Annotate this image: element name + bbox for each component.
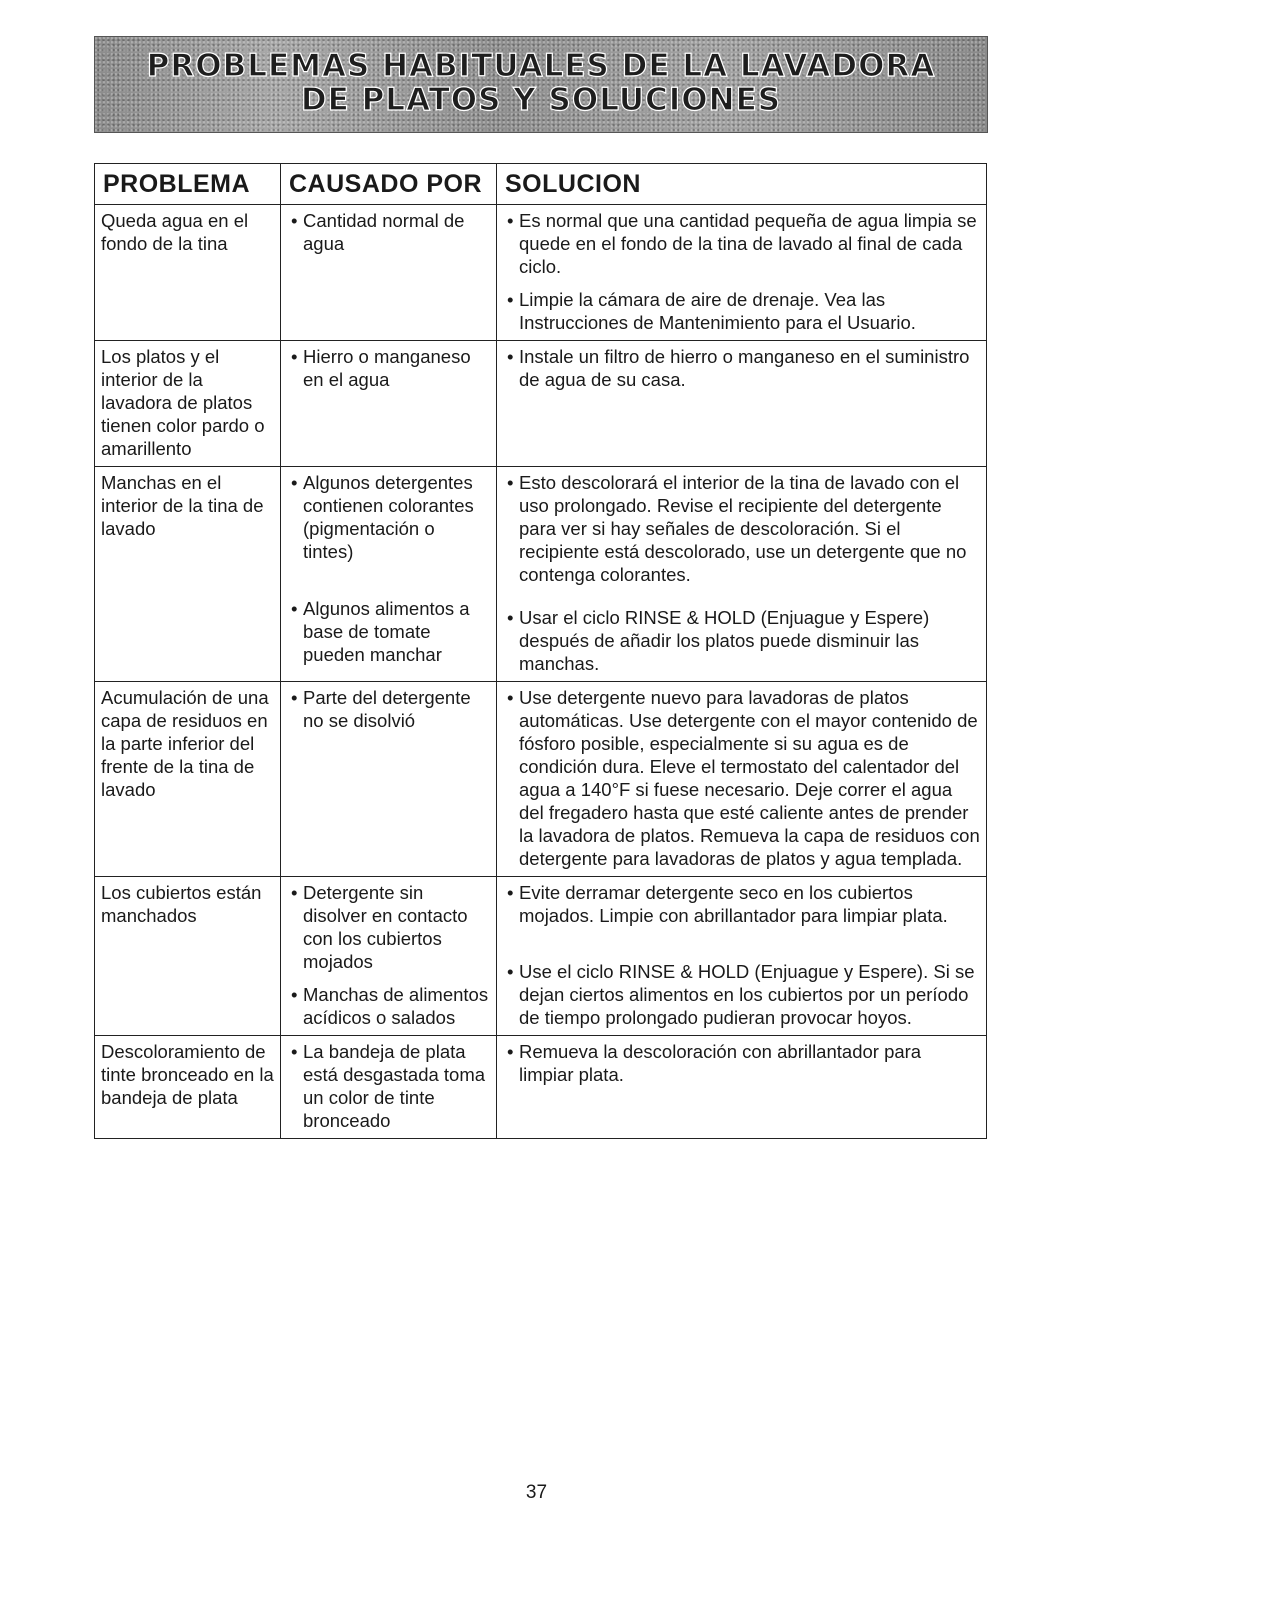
table-row [95,1036,987,1139]
bullet-icon: • [291,984,298,1005]
solution-text: Instale un filtro de hierro o manganeso en el suministro de agua de su casa. [519,346,970,390]
troubleshooting-table [94,163,987,1139]
table-row [95,467,987,682]
problem-cell: Los platos y el interior de la lavadora de platos tienen color pardo o amarillento [95,341,281,467]
table-row [95,341,987,467]
solution-item [503,209,980,278]
bullet-icon: • [291,1041,298,1062]
cause-text: Manchas de alimentos acídicos o salados [303,984,489,1028]
solution-text: Use el ciclo RINSE & HOLD (Enjuague y Espere). Si se dejan ciertos alimentos en los cubiertos por un período de tiempo prolongado pudieran provocar hoyos. [519,961,975,1028]
bullet-icon: • [507,687,514,708]
cause-item [287,597,490,666]
cause-text: Cantidad normal de agua [303,210,465,254]
cause-text: Detergente sin disolver en contacto con los cubiertos mojados [303,882,468,972]
cause-text: La bandeja de plata está desgastada toma un color de tinte bronceado [303,1041,486,1131]
solution-text: Esto descolorará el interior de la tina de lavado con el uso prolongado. Revise el recipiente del detergente para ver si hay señales de descoloración. Si el recipiente está descolorado, use un detergente que no contenga colorantes. [519,472,967,585]
table-row [95,877,987,1036]
table-header-row [95,164,987,205]
solution-cell [497,682,987,877]
cause-cell [281,467,497,682]
bullet-icon: • [291,598,298,619]
problem-cell: Manchas en el interior de la tina de lavado [95,467,281,682]
cause-item [287,983,490,1029]
header-cause: CAUSADO POR [281,164,497,205]
section-title-line-1: PROBLEMAS HABITUALES DE LA LAVADORA [146,48,936,84]
solution-cell [497,1036,987,1139]
solution-text: Use detergente nuevo para lavadoras de platos automáticas. Use detergente con el mayor contenido de fósforo posible, especialmente si su agua es de condición dura. Eleve el termostato del calentador del agua a 140°F si fuese necesario. Deje correr el agua del fregadero hasta que esté caliente antes de prender la lavadora de platos. Remueva la capa de residuos con detergente para lavadoras de platos y agua templada. [519,687,980,869]
solution-item [503,960,980,1029]
solution-text: Evite derramar detergente seco en los cubiertos mojados. Limpie con abrillantador para limpiar plata. [519,882,948,926]
solution-item [503,471,980,586]
solution-cell [497,467,987,682]
cause-item [287,686,490,732]
bullet-icon: • [507,961,514,982]
bullet-icon: • [507,882,514,903]
table-row [95,205,987,341]
bullet-icon: • [507,472,514,493]
solution-item [503,881,980,927]
section-banner [94,36,988,133]
solution-text: Usar el ciclo RINSE & HOLD (Enjuague y Espere) después de añadir los platos puede disminuir las manchas. [519,607,930,674]
cause-cell [281,682,497,877]
bullet-icon: • [291,346,298,367]
table-row [95,682,987,877]
problem-cell: Descoloramiento de tinte bronceado en la bandeja de plata [95,1036,281,1139]
solution-text: Es normal que una cantidad pequeña de agua limpia se quede en el fondo de la tina de lavado al final de cada ciclo. [519,210,977,277]
section-title [95,49,987,117]
solution-item [503,1040,980,1086]
bullet-icon: • [507,607,514,628]
cause-text: Algunos detergentes contienen colorantes (pigmentación o tintes) [303,472,474,562]
page-number: 37 [525,1482,548,1503]
problem-cell: Acumulación de una capa de residuos en la parte inferior del frente de la tina de lavado [95,682,281,877]
header-problem: PROBLEMA [95,164,281,205]
solution-text: Limpie la cámara de aire de drenaje. Vea las Instrucciones de Mantenimiento para el Usuario. [519,289,916,333]
cause-item [287,209,490,255]
cause-item [287,881,490,973]
solution-cell [497,341,987,467]
solution-item [503,606,980,675]
header-solution: SOLUCION [497,164,987,205]
cause-cell [281,205,497,341]
cause-text: Parte del detergente no se disolvió [303,687,471,731]
cause-item [287,471,490,563]
section-title-line-2: DE PLATOS Y SOLUCIONES [300,82,782,118]
solution-item [503,288,980,334]
solution-item [503,686,980,870]
cause-text: Algunos alimentos a base de tomate pueden manchar [303,598,470,665]
bullet-icon: • [507,210,514,231]
bullet-icon: • [507,346,514,367]
cause-cell [281,1036,497,1139]
bullet-icon: • [291,210,298,231]
cause-text: Hierro o manganeso en el agua [303,346,471,390]
solution-text: Remueva la descoloración con abrillantador para limpiar plata. [519,1041,922,1085]
cause-item [287,1040,490,1132]
cause-cell [281,341,497,467]
problem-cell: Queda agua en el fondo de la tina [95,205,281,341]
cause-cell [281,877,497,1036]
bullet-icon: • [291,687,298,708]
bullet-icon: • [291,472,298,493]
cause-item [287,345,490,391]
solution-item [503,345,980,391]
problem-cell: Los cubiertos están manchados [95,877,281,1036]
solution-cell [497,877,987,1036]
bullet-icon: • [291,882,298,903]
bullet-icon: • [507,289,514,310]
bullet-icon: • [507,1041,514,1062]
solution-cell [497,205,987,341]
